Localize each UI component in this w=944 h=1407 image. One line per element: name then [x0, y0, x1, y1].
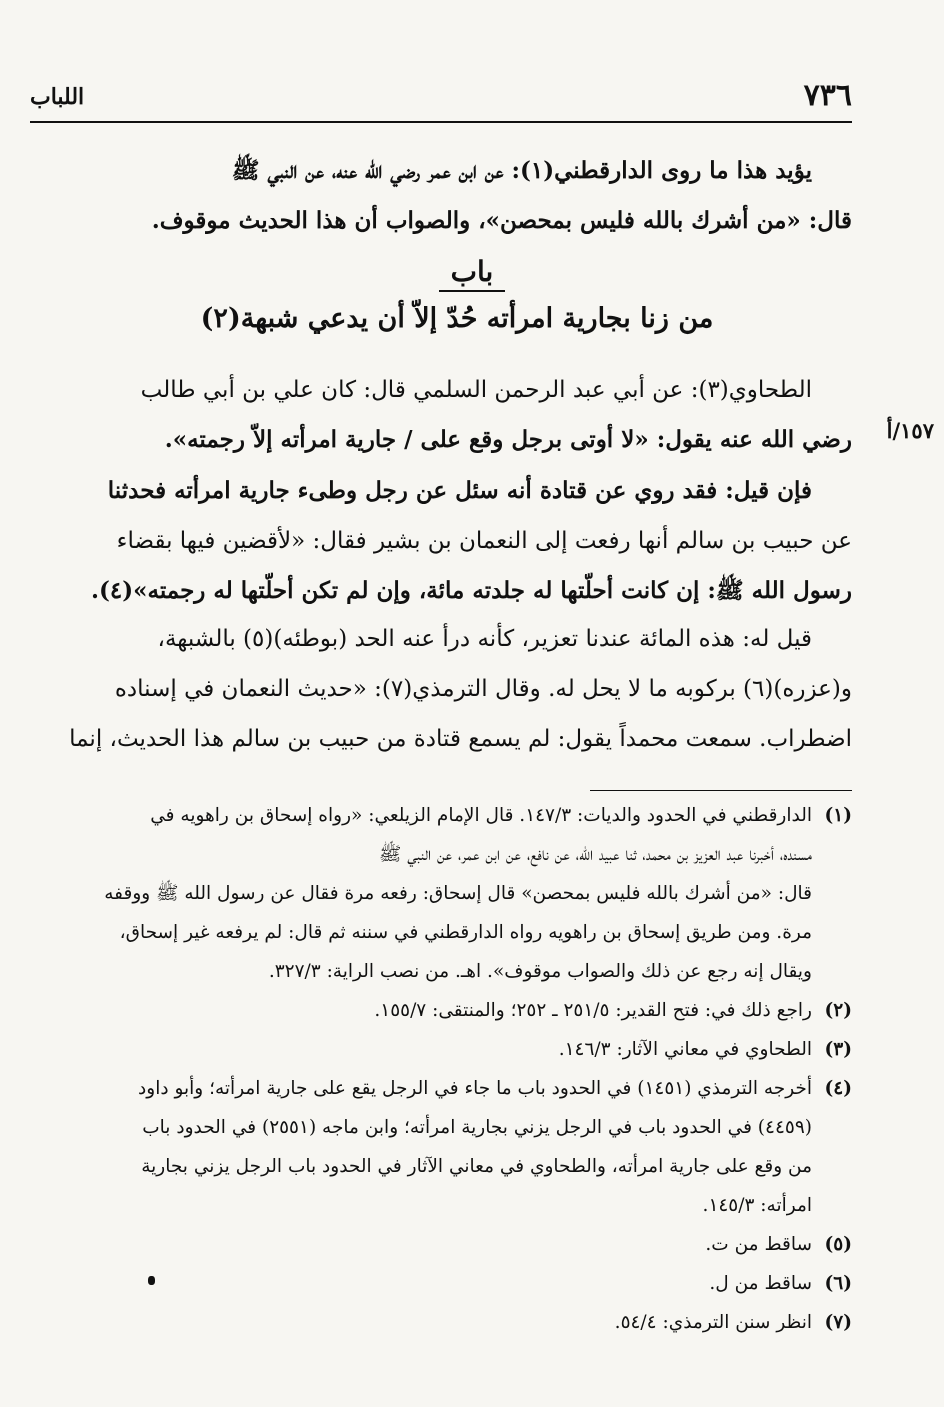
text-line: قيل له: هذه المائة عندنا تعزير، كأنه درأ عنه الحد (بوطئه)(٥) بالشبهة،: [157, 626, 812, 652]
chapter-word-text: باب: [439, 255, 506, 292]
footnotes: [30, 796, 852, 1342]
opening-passage: [30, 146, 852, 246]
footnote-number: (٦): [824, 1273, 852, 1294]
chapter-title: من زنا بجارية امرأته حُدّ إلاّ أن يدعي شبهة(٢): [200, 303, 714, 334]
footnote-line: ويقال إنه رجع عن ذلك والصواب موقوف». اهـ. من نصب الراية: ٣٢٧/٣.: [268, 961, 812, 982]
running-head: [30, 70, 852, 120]
footnote-text: أخرجه الترمذي (١٤٥١) في الحدود باب ما جاء في الرجل يقع على جارية امرأته؛ وأبو داود: [138, 1078, 812, 1099]
text-line: عن حبيب بن سالم أنها رفعت إلى النعمان بن بشير فقال: «لأقضين فيها بقضاء: [116, 528, 852, 554]
footnote-line: [30, 1225, 852, 1264]
footnote-line: [30, 1069, 852, 1108]
footnote-text: راجع ذلك في: فتح القدير: ٢٥١/٥ ـ ٢٥٢؛ والمنتقى: ١٥٥/٧.: [374, 1000, 812, 1021]
footnote-number: (١): [824, 805, 852, 826]
book-title: اللباب: [30, 84, 85, 110]
footnote-number: (٥): [824, 1234, 852, 1255]
ink-speck: [148, 1276, 155, 1285]
manuscript-folio-marker: ١٥٧/أ: [886, 418, 934, 443]
text-line: و(عزره)(٦) بركوبه ما لا يحل له. وقال الترمذي(٧): «حديث النعمان في إسناده: [114, 676, 852, 702]
header-rule: [30, 121, 852, 123]
footnote-text: ساقط من ل.: [709, 1273, 812, 1294]
footnote-number: (٢): [824, 1000, 852, 1021]
footnote-line: قال: «من أشرك بالله فليس بمحصن» قال إسحاق: رفعه مرة فقال عن رسول الله ﷺ ووقفه: [104, 883, 812, 904]
footnote-line: [30, 1303, 852, 1342]
footnote-text: انظر سنن الترمذي: ٥٤/٤.: [614, 1312, 812, 1333]
footnote-line: (٤٤٥٩) في الحدود باب في الرجل يزني بجارية امرأته؛ وابن ماجه (٢٥٥١) في الحدود باب: [142, 1117, 812, 1138]
footnote-number: (٧): [824, 1312, 852, 1333]
footnote-text: الطحاوي في معاني الآثار: ١٤٦/٣.: [558, 1039, 812, 1060]
footnote-text: الدارقطني في الحدود والديات: ١٤٧/٣. قال الإمام الزيلعي: «رواه إسحاق بن راهويه في: [150, 805, 812, 826]
footnote-line: امرأته: ١٤٥/٣.: [702, 1195, 812, 1216]
footnote-line: من وقع على جارية امرأته، والطحاوي في معاني الآثار في الحدود باب الرجل يزني بجارية: [141, 1156, 812, 1177]
footnote-line: [30, 1030, 852, 1069]
text-line: يؤيد هذا ما روى الدارقطني(١): عن ابن عمر رضي الله عنه، عن النبي ﷺ: [231, 157, 812, 184]
text-line: رضي الله عنه يقول: «لا أوتى برجل وقع على / جارية امرأته إلاّ رجمته».: [164, 426, 852, 453]
footnote-line: مسنده، أخبرنا عبد العزيز بن محمد، ثنا عبيد الله، عن نافع، عن ابن عمر، عن النبي ﷺ: [379, 844, 812, 865]
footnote-line: مرة. ومن طريق إسحاق بن راهويه رواه الدارقطني في سننه ثم قال: لم يرفعه غير إسحاق،: [119, 922, 812, 943]
text-line: رسول الله ﷺ: إن كانت أحلّتها له جلدته مائة، وإن لم تكن أحلّتها له رجمته»(٤).: [91, 577, 852, 604]
footnote-line: [30, 991, 852, 1030]
paragraph-objection: [30, 466, 852, 616]
text-line: اضطراب. سمعت محمداً يقول: لم يسمع قتادة من حبيب بن سالم هذا الحديث، إنما: [69, 726, 852, 752]
page-number: ٧٣٦: [803, 78, 852, 113]
text-line: فإن قيل: فقد روي عن قتادة أنه سئل عن رجل وطىء جارية امرأته فحدثنا: [107, 477, 812, 504]
text-line: قال: «من أشرك بالله فليس بمحصن»، والصواب أن هذا الحديث موقوف.: [151, 207, 852, 234]
footnote-text: ساقط من ت.: [705, 1234, 812, 1255]
paragraph-reply: [30, 614, 852, 764]
chapter-heading-word: [0, 255, 944, 292]
footnote-number: (٤): [824, 1078, 852, 1099]
text-line: الطحاوي(٣): عن أبي عبد الرحمن السلمي قال: كان علي بن أبي طالب: [140, 377, 812, 403]
paragraph-tahawi: [30, 365, 852, 465]
footnote-number: (٣): [824, 1039, 852, 1060]
footnote-line: [30, 796, 852, 835]
footnote-separator: [590, 790, 852, 791]
